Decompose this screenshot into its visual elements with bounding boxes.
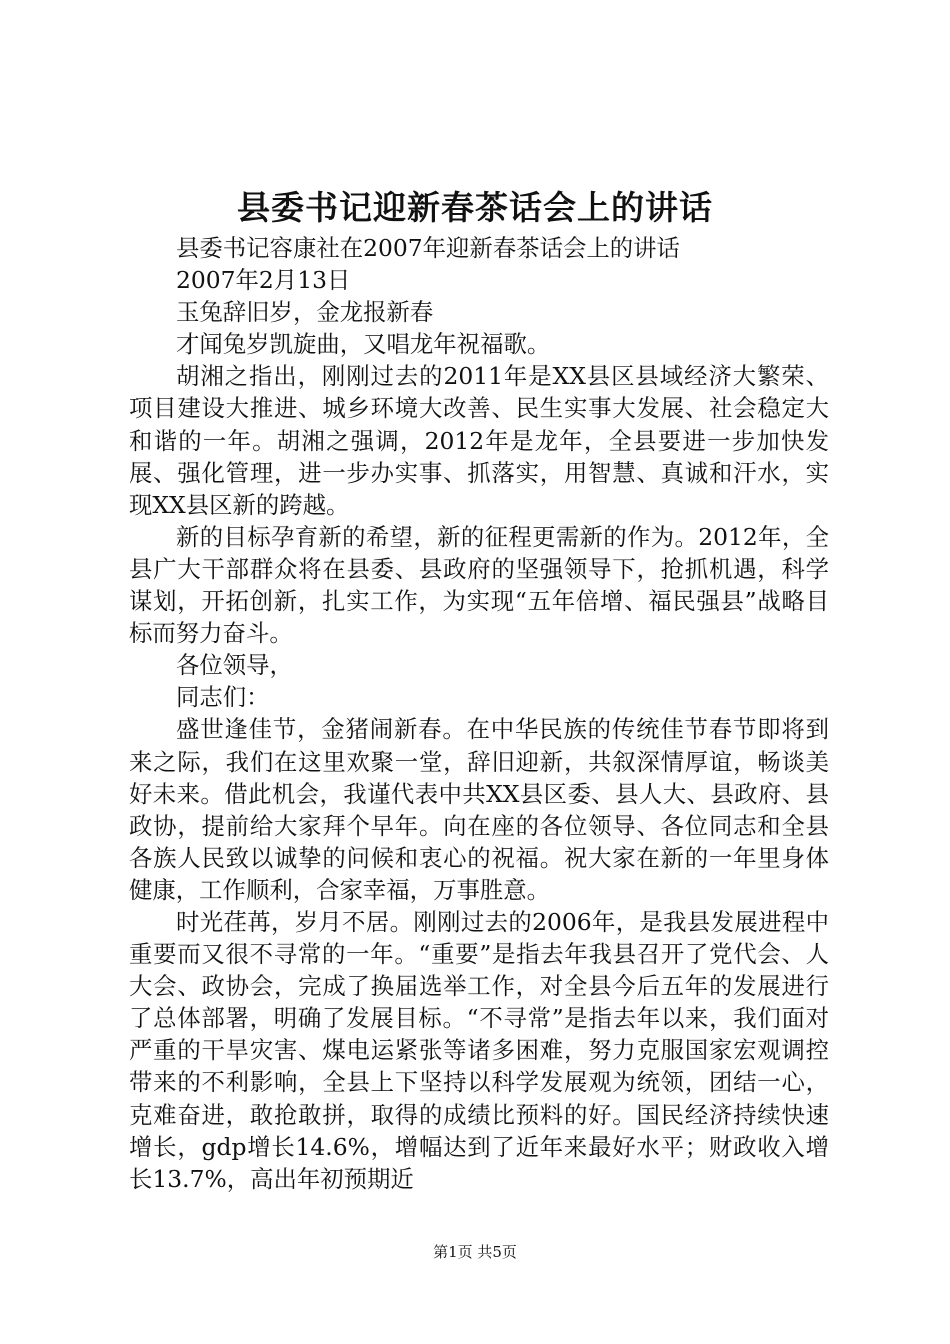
page-footer: 第1页 共5页 bbox=[433, 1243, 517, 1261]
document-title: 县委书记迎新春茶话会上的讲话 bbox=[237, 188, 713, 227]
paragraph-couplet-2: 才闻兔岁凯旋曲，又唱龙年祝福歌。 bbox=[176, 330, 551, 359]
paragraph-body: 时光荏苒，岁月不居。刚刚过去的2006年，是我县发展进程中重要而又很不寻常的一年。“重要”是指去年我县召开了党代会、人大会、政协会，完成了换届选举工作，对全县今后五年的发展进行了总体部署，明确了发展目标。“不寻常”是指去年以来，我们面对严重的干旱灾害、煤电运紧张等诸多困难，努力克服国家宏观调控带来的不利影响，全县上下坚持以科学发展观为统领，团结一心，克难奋进，敢抢敢拼，取得的成绩比预料的好。国民经济持续快速增长，gdp增长14.6%，增幅达到了近年来最好水平；财政收入增长13.7%，高出年初预期近 bbox=[129, 907, 829, 1193]
paragraph-couplet-1: 玉兔辞旧岁，金龙报新春 bbox=[176, 298, 434, 327]
paragraph-body: 胡湘之指出，刚刚过去的2011年是XX县区县域经济大繁荣、项目建设大推进、城乡环境大改善、民生实事大发展、社会稳定大和谐的一年。胡湘之强调，2012年是龙年，全县要进一步加快发展、强化管理，进一步办实事、抓落实，用智慧、真诚和汗水，实现XX县区新的跨越。 bbox=[129, 362, 829, 519]
paragraph-date: 2007年2月13日 bbox=[176, 266, 351, 295]
paragraph-body: 新的目标孕育新的希望，新的征程更需新的作为。2012年，全县广大干部群众将在县委、县政府的坚强领导下，抢抓机遇，科学谋划，开拓创新，扎实工作，为实现“五年倍增、福民强县”战略目标而努力奋斗。 bbox=[129, 522, 829, 648]
paragraph-body: 盛世逢佳节，金猪闹新春。在中华民族的传统佳节春节即将到来之际，我们在这里欢聚一堂，辞旧迎新，共叙深情厚谊，畅谈美好未来。借此机会，我谨代表中共XX县区委、县人大、县政府、县政协，提前给大家拜个早年。向在座的各位领导、各位同志和全县各族人民致以诚挚的问候和衷心的祝福。祝大家在新的一年里身体健康，工作顺利，合家幸福，万事胜意。 bbox=[129, 715, 829, 904]
paragraph-salutation: 各位领导， bbox=[176, 651, 293, 680]
document-body bbox=[129, 232, 829, 1195]
paragraph-subtitle: 县委书记容康社在2007年迎新春茶话会上的讲话 bbox=[176, 234, 680, 262]
paragraph-salutation: 同志们： bbox=[176, 683, 270, 712]
